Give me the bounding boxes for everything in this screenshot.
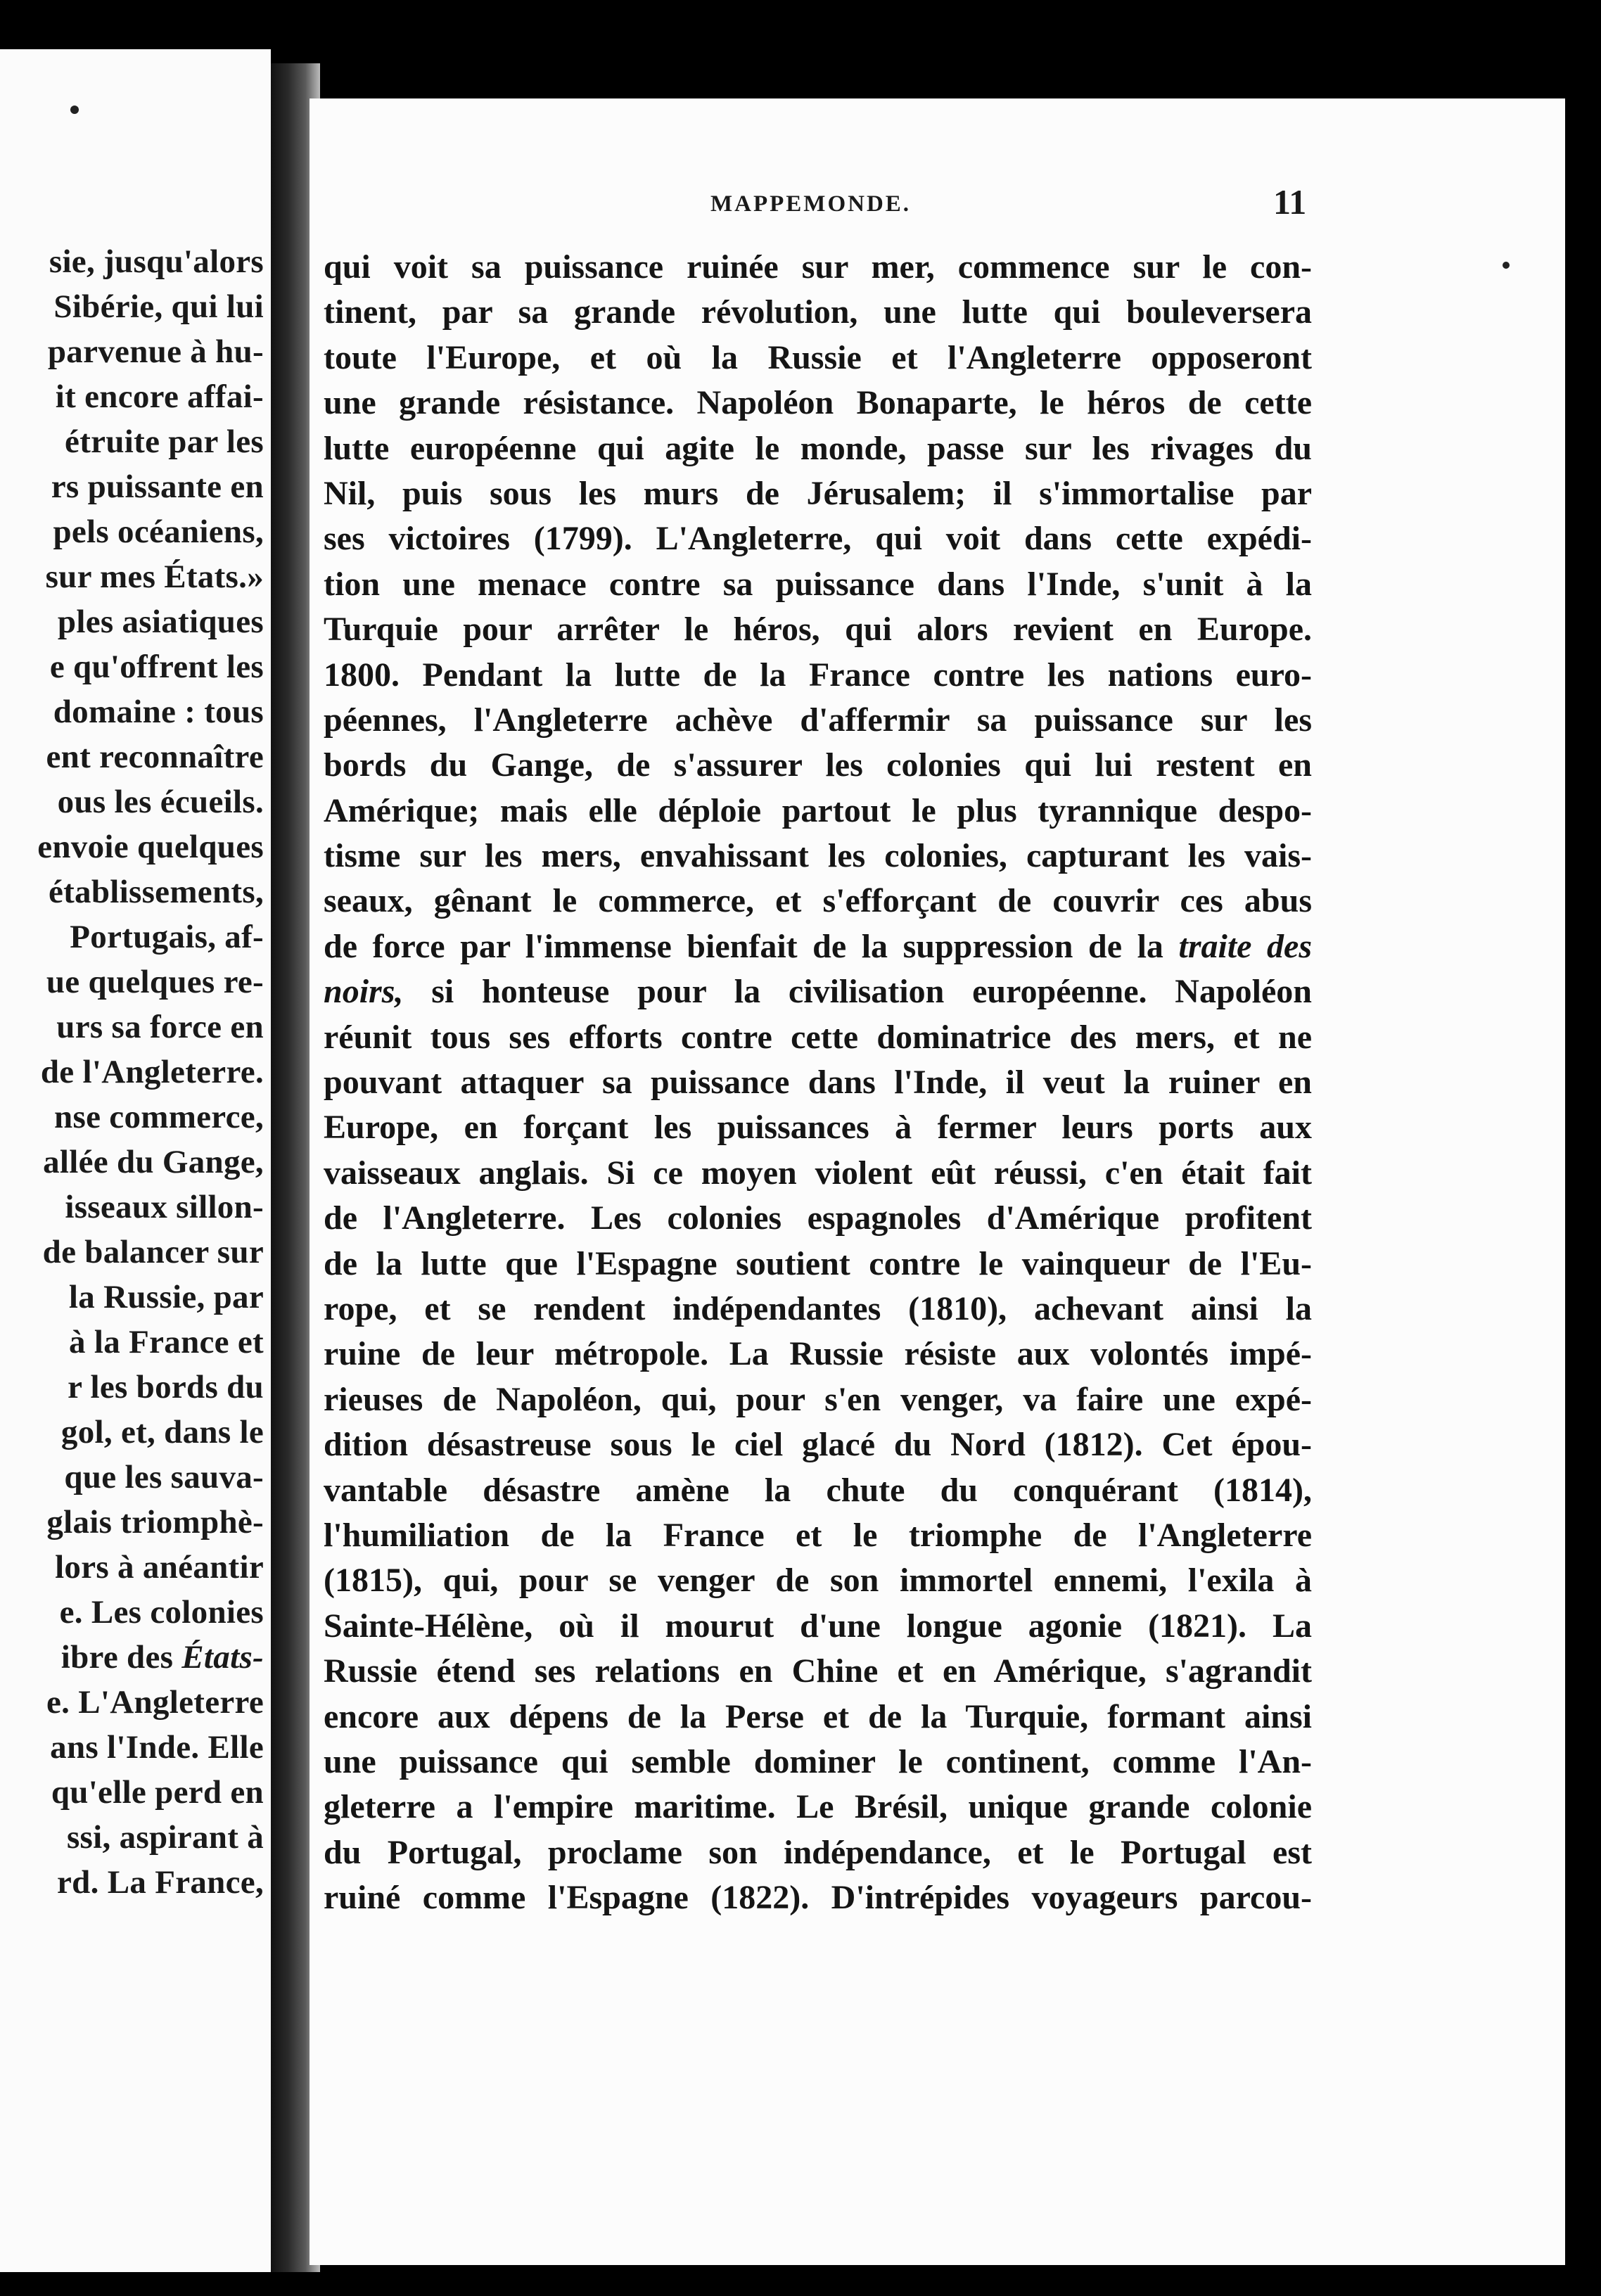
page-number: 11	[1273, 182, 1307, 222]
text-line: tisme sur les mers, envahissant les colonies, capturant les vais-	[324, 837, 1312, 875]
text-line: une grande résistance. Napoléon Bonaparte, le héros de cette	[324, 384, 1312, 422]
text-line: péennes, l'Angleterre achève d'affermir sa puissance sur les	[324, 701, 1312, 739]
ink-speck-right	[1503, 262, 1510, 269]
text-line: encore aux dépens de la Perse et de la Turquie, formant ainsi	[324, 1697, 1312, 1735]
previous-page-text-line: ue quelques re-	[46, 964, 264, 1000]
text-line: une puissance qui semble dominer le continent, comme l'An-	[324, 1742, 1312, 1780]
previous-page-text-line: Portugais, af-	[70, 919, 264, 955]
text-line: Russie étend ses relations en Chine et en Amérique, s'agrandit	[324, 1652, 1312, 1690]
previous-page-text-line: sur mes États.»	[45, 559, 264, 595]
previous-page-text-line: lors à anéantir	[55, 1549, 264, 1586]
text-line: Turquie pour arrêter le héros, qui alors revient en Europe.	[324, 611, 1312, 649]
previous-page-text-line: it encore affai-	[55, 378, 264, 415]
previous-page-text-line: e. L'Angleterre	[46, 1684, 264, 1721]
text-line: de force par l'immense bienfait de la suppression de la traite des	[324, 927, 1312, 965]
previous-page-text-line: ent reconnaître	[46, 739, 264, 775]
previous-page-text-line: de balancer sur	[42, 1234, 264, 1270]
previous-page-text-line: étruite par les	[65, 423, 264, 460]
text-line: du Portugal, proclame son indépendance, et le Portugal est	[324, 1833, 1312, 1871]
previous-page-text-line: de l'Angleterre.	[40, 1054, 264, 1090]
previous-page-text-line: e qu'offrent les	[49, 649, 264, 685]
text-line: lutte européenne qui agite le monde, passe sur les rivages du	[324, 429, 1312, 467]
text-line: réunit tous ses efforts contre cette dominatrice des mers, et ne	[324, 1018, 1312, 1056]
previous-page-text-line: glais triomphè-	[46, 1504, 264, 1541]
previous-page-text-line: rd. La France,	[57, 1864, 264, 1901]
running-head: MAPPEMONDE.	[710, 191, 912, 217]
text-line: noirs, si honteuse pour la civilisation européenne. Napoléon	[324, 973, 1312, 1011]
previous-page-text-line: domaine : tous	[53, 694, 264, 730]
text-line: gleterre a l'empire maritime. Le Brésil, unique grande colonie	[324, 1788, 1312, 1826]
text-line: de la lutte que l'Espagne soutient contre le vainqueur de l'Eu-	[324, 1244, 1312, 1282]
text-line: tinent, par sa grande révolution, une lutte qui bouleversera	[324, 293, 1312, 331]
text-line: l'humiliation de la France et le triomphe de l'Angleterre	[324, 1516, 1312, 1554]
previous-page-text-line: urs sa force en	[56, 1009, 264, 1045]
text-line: de l'Angleterre. Les colonies espagnoles d'Amérique profitent	[324, 1199, 1312, 1237]
ink-speck	[70, 106, 79, 114]
text-line: ruine de leur métropole. La Russie résiste aux volontés impé-	[324, 1335, 1312, 1373]
previous-page-text-line: nse commerce,	[54, 1099, 264, 1135]
previous-page-text-line: sie, jusqu'alors	[49, 243, 264, 280]
previous-page-text-line: envoie quelques	[37, 829, 264, 865]
page-body-text	[324, 245, 1312, 1920]
text-line: rieuses de Napoléon, qui, pour s'en venger, va faire une expé-	[324, 1380, 1312, 1418]
previous-page-text-line: isseaux sillon-	[65, 1189, 264, 1225]
text-line: Nil, puis sous les murs de Jérusalem; il s'immortalise par	[324, 474, 1312, 512]
previous-page-text-line: pels océaniens,	[53, 514, 264, 550]
previous-page-text-line: rs puissante en	[51, 468, 264, 505]
text-line: pouvant attaquer sa puissance dans l'Inde, il veut la ruiner en	[324, 1064, 1312, 1102]
text-line: toute l'Europe, et où la Russie et l'Angleterre opposeront	[324, 338, 1312, 376]
text-line: 1800. Pendant la lutte de la France contre les nations euro-	[324, 656, 1312, 694]
text-line: tion une menace contre sa puissance dans l'Inde, s'unit à la	[324, 565, 1312, 603]
previous-page-text-line: ples asiatiques	[57, 604, 264, 640]
previous-page-text-line: à la France et	[69, 1324, 264, 1360]
text-line: bords du Gange, de s'assurer les colonies qui lui restent en	[324, 746, 1312, 784]
previous-page	[0, 49, 271, 2272]
previous-page-text-line: qu'elle perd en	[51, 1774, 264, 1811]
text-line: Sainte-Hélène, où il mourut d'une longue agonie (1821). La	[324, 1607, 1312, 1645]
text-line: seaux, gênant le commerce, et s'efforçant de couvrir ces abus	[324, 882, 1312, 920]
previous-page-text-line: r les bords du	[68, 1369, 264, 1405]
previous-page-text-line: la Russie, par	[68, 1279, 264, 1315]
previous-page-text-line: Sibérie, qui lui	[53, 288, 264, 325]
text-line: rope, et se rendent indépendantes (1810), achevant ainsi la	[324, 1289, 1312, 1327]
text-line: Europe, en forçant les puissances à fermer leurs ports aux	[324, 1109, 1312, 1147]
previous-page-text	[0, 239, 264, 1905]
text-line: dition désastreuse sous le ciel glacé du Nord (1812). Cet épou-	[324, 1426, 1312, 1464]
previous-page-text-line: que les sauva-	[64, 1459, 264, 1495]
text-line: qui voit sa puissance ruinée sur mer, commence sur le con-	[324, 248, 1312, 286]
previous-page-text-line: ibre des États-	[60, 1639, 264, 1676]
previous-page-text-line: e. Les colonies	[59, 1594, 264, 1631]
text-line: ses victoires (1799). L'Angleterre, qui voit dans cette expédi-	[324, 520, 1312, 558]
text-line: vantable désastre amène la chute du conquérant (1814),	[324, 1471, 1312, 1509]
previous-page-text-line: ans l'Inde. Elle	[50, 1729, 264, 1766]
previous-page-text-line: gol, et, dans le	[60, 1414, 264, 1450]
text-line: Amérique; mais elle déploie partout le plus tyrannique despo-	[324, 791, 1312, 829]
previous-page-text-line: parvenue à hu-	[47, 333, 264, 370]
text-line: (1815), qui, pour se venger de son immortel ennemi, l'exila à	[324, 1562, 1312, 1600]
previous-page-text-line: ous les écueils.	[57, 784, 264, 820]
text-line: vaisseaux anglais. Si ce moyen violent eût réussi, c'en était fait	[324, 1154, 1312, 1192]
text-line: ruiné comme l'Espagne (1822). D'intrépides voyageurs parcou-	[324, 1879, 1312, 1917]
previous-page-text-line: ssi, aspirant à	[66, 1819, 264, 1856]
previous-page-text-line: établissements,	[48, 874, 264, 910]
previous-page-text-line: allée du Gange,	[43, 1144, 264, 1180]
